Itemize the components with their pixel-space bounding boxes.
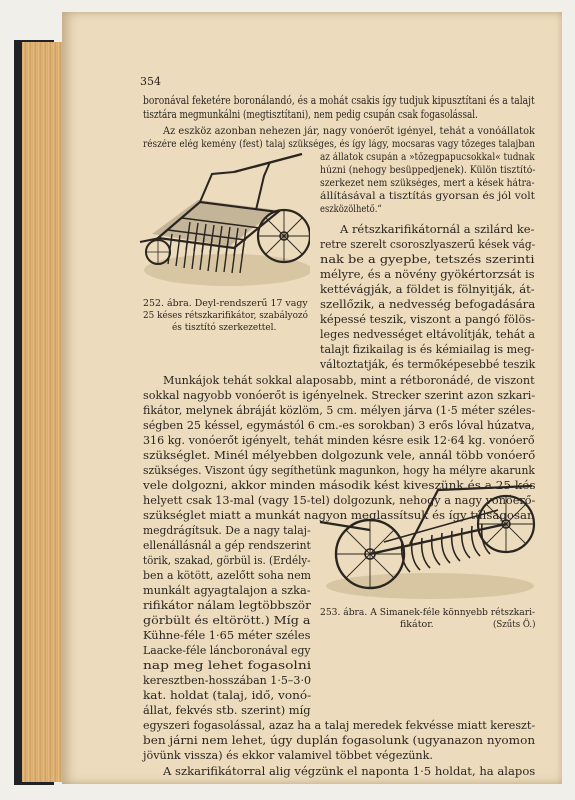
text-line: A szkarifikátorral alig végzünk el naponta 1·5 holdat, ha alapos	[163, 765, 536, 778]
text-line: 316 kg. vonóerőt igényelt, tehát minden késre esik 12·64 kg. vonóerő	[143, 434, 535, 447]
text-line: görbült és eltörött.) Míg a	[143, 614, 311, 627]
text-line: ben járni nem lehet, úgy duplán fogasolunk (ugyanazon nyomon	[143, 734, 536, 747]
figure-caption-line: 25 késes rétszkarifikátor, szabályozó	[143, 310, 308, 321]
text-line: szükséglet. Minél mélyebben dolgozunk vele, annál több vonóerő	[143, 449, 536, 462]
text-line: ellenállásnál a gép rendszerint	[143, 539, 311, 552]
text-line: Laacke-féle láncboronával egy	[143, 644, 311, 657]
figure-253-simanek-scarifier-illustration	[318, 484, 538, 602]
text-line: szerkezet nem szükséges, mert a kések hátra-	[320, 178, 535, 189]
text-line: boronával feketére boronálandó, és a mohát csakis így tudjuk kipusztítani és a talajt	[143, 94, 535, 107]
text-line: sokkal nagyobb vonóerőt is igényelnek. Strecker szerint azon szkari-	[143, 389, 536, 402]
text-line: kettévágják, a földet is fölnyitják, át-	[320, 283, 535, 296]
text-line: Kühne-féle 1·65 méter széles	[143, 629, 311, 642]
text-line: helyett csak 13-mal (vagy 15-tel) dolgozunk, nehogy a nagy vonóerő-	[143, 494, 536, 507]
figure-caption-line: 252. ábra. Deyl-rendszerű 17 vagy	[143, 298, 308, 309]
text-line: Munkájok tehát sokkal alaposabb, mint a rétboronádé, de viszont	[163, 374, 535, 387]
text-line: az állatok csupán a »tőzegpapucsokkal« tudnak	[320, 152, 535, 163]
text-line: részére elég kemény (fest) talaj szükséges, és így lágy, mocsaras vagy tőzeges talajban	[143, 139, 536, 150]
page-edges	[22, 42, 64, 782]
text-line: törik, szakad, görbül is. (Erdély-	[143, 554, 311, 567]
text-line: eszközölhető.“	[320, 204, 382, 215]
text-line: ben a kötött, azelőtt soha nem	[143, 569, 312, 582]
figure-caption-line: fikátor.	[400, 619, 434, 630]
text-line: változtatják, és termőképesebbé teszik	[320, 358, 536, 371]
text-line: szellőzik, a nedvesség befogadására	[320, 298, 536, 311]
figure-252-deyl-scarifier-illustration	[138, 152, 310, 290]
text-line: képessé teszik, viszont a pangó fölös-	[320, 313, 535, 326]
text-line: A rétszkarifikátornál a szilárd ke-	[340, 223, 535, 236]
text-line: nap meg lehet fogasolni	[143, 659, 312, 672]
text-line: állat, fekvés stb. szerint) míg	[143, 704, 311, 717]
text-line: munkált agyagtalajon a szka-	[143, 584, 311, 597]
text-line: szükséges. Viszont úgy segíthetünk magunkon, hogy ha mélyre akarunk	[143, 464, 535, 477]
text-line: keresztben-hosszában 1·5–3·0	[143, 674, 311, 687]
text-line: vele dolgozni, akkor minden második kést kiveszünk és a 25 kés	[143, 479, 536, 492]
text-line: tisztára megmunkálni (megtisztítani), nem pedig csupán csak fogasolással.	[143, 108, 478, 121]
text-line: talajt fizikailag is és kémiailag is meg-	[320, 343, 535, 356]
figure-caption-line: (Szűts Ö.)	[493, 619, 536, 630]
figure-caption-line: 253. ábra. A Simanek-féle könnyebb rétszkari-	[320, 607, 536, 618]
text-line: szükséglet miatt a munkát nagyon meglassítsuk és így túlságosan	[143, 509, 535, 522]
text-line: megdrágítsuk. De a nagy talaj-	[143, 524, 311, 537]
text-line: rifikátor nálam legtöbbször	[143, 599, 311, 612]
text-line: leges nedvességet eltávolítják, tehát a	[320, 328, 536, 341]
text-line: Az eszköz azonban nehezen jár, nagy vonóerőt igényel, tehát a vonóállatok	[163, 126, 535, 137]
text-line: ségben 25 késsel, egymástól 6 cm.-es sorokban) 3 erős lóval húzatva,	[143, 419, 535, 432]
text-line: nak be a gyepbe, tetszés szerinti	[320, 253, 535, 266]
text-line: állításával a tisztítás gyorsan és jól volt	[320, 191, 535, 202]
text-line: húzni (nehogy besüppedjenek). Külön tisztító-	[320, 165, 536, 176]
text-line: retre szerelt csoroszlyaszerű kések vág-	[320, 238, 536, 251]
text-line: kat. holdat (talaj, idő, vonó-	[143, 689, 312, 702]
figure-caption-line: és tisztító szerkezettel.	[172, 322, 277, 333]
text-line: mélyre, és a növény gyökértorzsát is	[320, 268, 535, 281]
text-line: jövünk vissza) és ekkor valamivel többet végezünk.	[143, 749, 433, 762]
text-line: fikátor, melynek ábráját közlöm, 5 cm. mélyen járva (1·5 méter széles-	[143, 404, 536, 417]
page-number: 354	[140, 75, 161, 88]
text-line: egyszeri fogasolással, azaz ha a talaj meredek fekvésse miatt kereszt-	[143, 719, 536, 732]
